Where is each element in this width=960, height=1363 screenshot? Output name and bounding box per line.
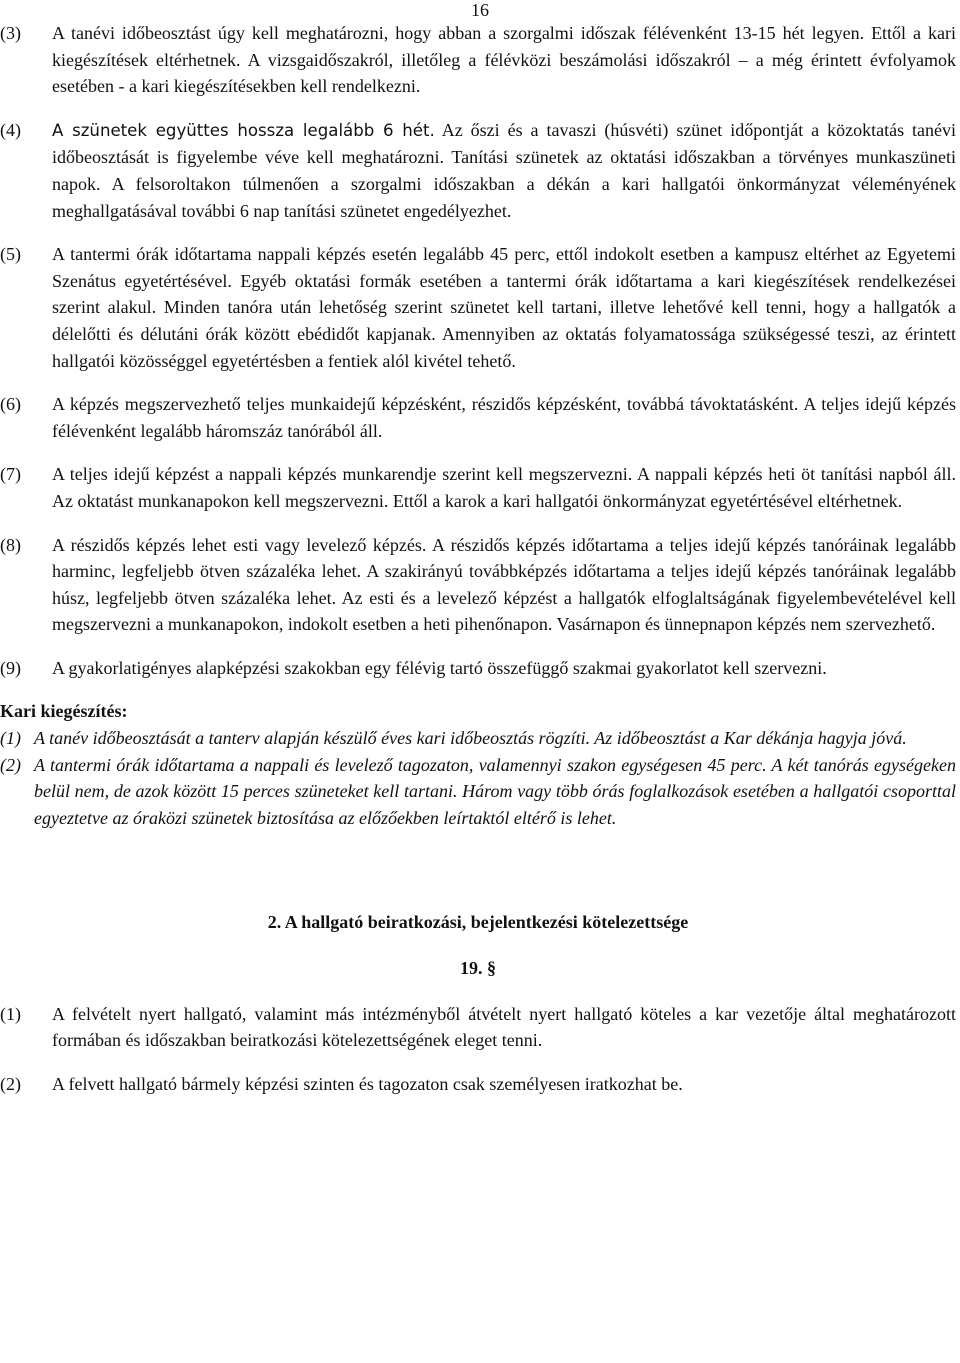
- paragraph-lead-text: A szünetek együttes hossza legalább 6 hét.: [52, 120, 435, 140]
- kari-item-text: A tanév időbeosztását a tanterv alapján készülő éves kari időbeosztás rögzíti. Az időbeosztást a Kar dékánja hagyja jóvá.: [34, 728, 907, 749]
- paragraph-number: (3): [0, 23, 21, 43]
- kari-item-number: (2): [0, 754, 21, 775]
- kari-item-number: (1): [0, 728, 21, 749]
- document-body: [0, 20, 956, 1097]
- paragraph-9: [0, 655, 956, 682]
- paragraph-text: A gyakorlatigényes alapképzési szakokban egy félévig tartó összefüggő szakmai gyakorlatot kell szervezni.: [52, 657, 827, 678]
- paragraph-number: (9): [0, 657, 21, 678]
- paragraph-4: [0, 117, 956, 224]
- paragraph-number: (5): [0, 244, 21, 265]
- paragraph-6: [0, 391, 956, 444]
- section-paragraph-2: [0, 1071, 956, 1098]
- kari-kiegeszites-heading: Kari kiegészítés:: [0, 701, 128, 722]
- paragraph-text: A tantermi órák időtartama nappali képzés esetén legalább 45 perc, ettől indokolt esetben a kampusz eltérhet az Egyetemi Szenátus egyetértésével. Egyéb oktatási formák esetében a tantermi órák időtartama a kari kiegészítések rendelkezései szerint alakul. Minden tanóra után lehetőség szerint szünetet kell tartani, illetve lehetővé kell tenni, hogy a hallgatók a délelőtti és délutáni órák között ebédidőt kapjanak. Amennyiben az oktatás folyamatossága szükségessé teszi, az érintett hallgatói közösséggel egyetértésben a fentiek alól kivétel tehető.: [52, 244, 956, 371]
- paragraph-number: (7): [0, 464, 21, 485]
- paragraph-text: A részidős képzés lehet esti vagy levelező képzés. A részidős képzés időtartama a teljes idejű képzés tanóráinak legalább harminc, legfeljebb ötven százaléka lehet. A szakirányú továbbképzés időtartama a teljes idejű képzés tanóráinak legalább húsz, legfeljebb ötven százaléka lehet. Az esti és a levelező képzést a hallgatók elfoglaltságának figyelembevételével kell megszervezni a munkanapokon, indokolt esetben a heti pihenőnapon. Vasárnapon és ünnepnapon képzés nem szervezhető.: [52, 534, 956, 635]
- paragraph-text: A teljes idejű képzést a nappali képzés munkarendje szerint kell megszervezni. A nappali képzés heti öt tanítási napból áll. Az oktatást munkanapokon kell megszervezni. Ettől a karok a kari hallgatói önkormányzat egyetértésével eltérhetnek.: [52, 464, 956, 511]
- kari-item-1: [0, 725, 956, 752]
- kari-item-text: A tantermi órák időtartama a nappali és levelező tagozaton, valamennyi szakon egységesen 45 perc. A két tanórás egységeken belül nem, de azok között 15 perces szüneteket kell tartani. Három vagy több órás foglalkozások esetében a hallgatói csoporttal egyeztetve az óraközi szünetek biztosítása az előzőekben leírtaktól eltérő is lehet.: [34, 754, 956, 828]
- paragraph-text: A tanévi időbeosztást úgy kell meghatározni, hogy abban a szorgalmi időszak félévenként 13-15 hét legyen. Ettől a kari kiegészítések eltérhetnek. A vizsgaidőszakról, illetőleg a félévközi beszámolási időszakról – a még érintett évfolyamok esetében - a kari kiegészítésekben kell rendelkezni.: [52, 23, 956, 97]
- paragraph-text: A felvett hallgató bármely képzési szinten és tagozaton csak személyesen iratkozhat be.: [52, 1073, 683, 1094]
- section-paragraph-1: [0, 1001, 956, 1054]
- paragraph-text: Az őszi és a tavaszi (húsvéti) szünet időpontját a közoktatás tanévi időbeosztását is figyelembe véve kell meghatározni. Tanítási szünetek az oktatási időszakban a törvényes munkaszüneti napok. A felsoroltakon túlmenően a szorgalmi időszakban a dékán a kari hallgatói önkormányzat véleményének meghallgatásával további 6 nap tanítási szünetet engedélyezhet.: [52, 119, 957, 221]
- section-title: 2. A hallgató beiratkozási, bejelentkezési kötelezettsége: [267, 912, 689, 933]
- paragraph-text: A képzés megszervezhető teljes munkaidejű képzésként, részidős képzésként, továbbá távoktatásként. A teljes idejű képzés félévenként legalább háromszáz tanórából áll.: [52, 394, 956, 441]
- kari-item-2: [0, 752, 956, 832]
- paragraph-number: (1): [0, 1003, 21, 1024]
- paragraph-number: (2): [0, 1073, 21, 1094]
- paragraph-5: [0, 241, 956, 374]
- page-number: 16: [471, 0, 489, 20]
- paragraph-number: (4): [0, 119, 21, 140]
- paragraph-8: [0, 532, 956, 638]
- paragraph-number: (6): [0, 394, 21, 415]
- paragraph-text: A felvételt nyert hallgató, valamint más intézményből átvételt nyert hallgató köteles a kar vezetője által meghatározott formában és időszakban beiratkozási kötelezettségének eleget tenni.: [52, 1003, 956, 1051]
- paragraph-7: [0, 461, 956, 514]
- section-paragraph-mark: 19. §: [460, 958, 496, 979]
- paragraph-number: (8): [0, 534, 21, 555]
- paragraph-3: [0, 20, 956, 100]
